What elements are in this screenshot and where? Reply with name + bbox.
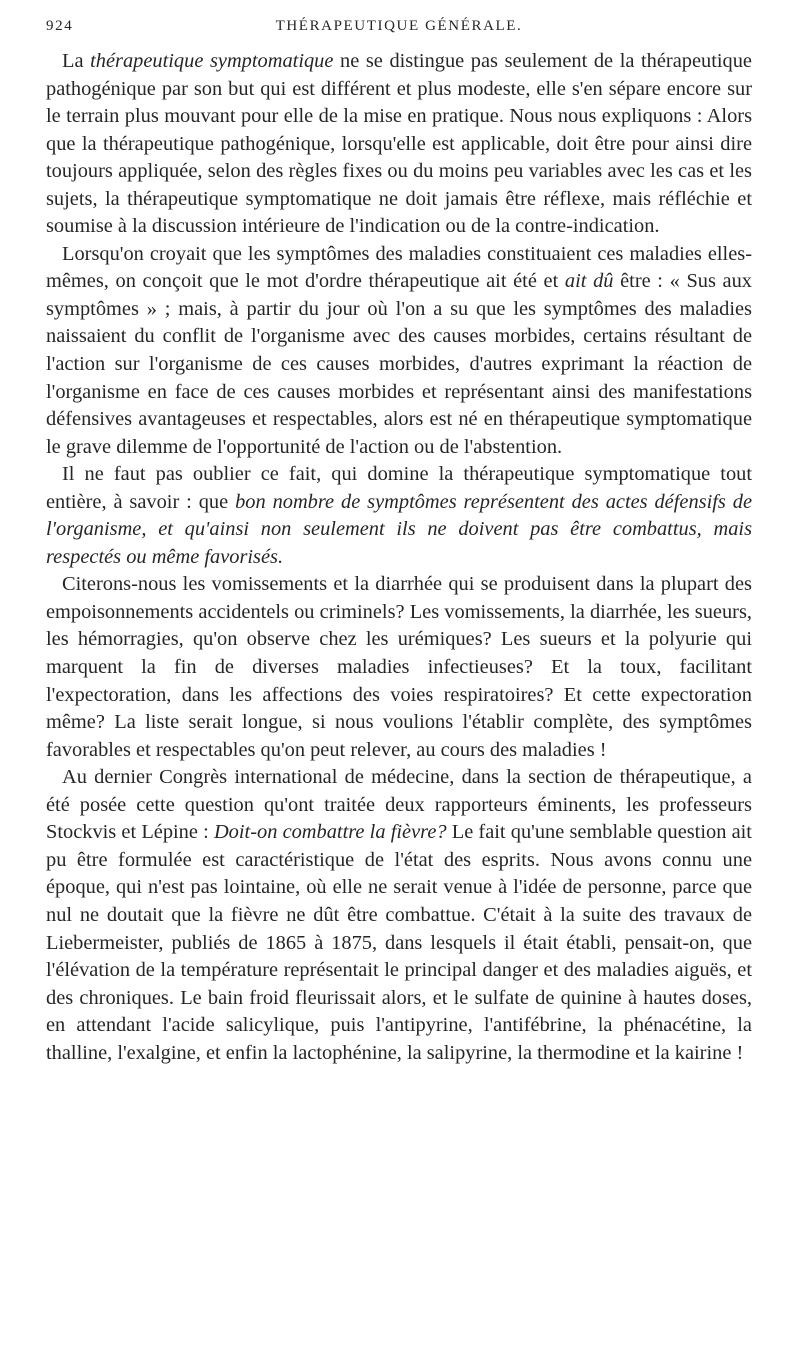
- text-segment: La: [62, 50, 91, 72]
- text-segment: Il ne faut pas oublier ce fait, qui domine la thérapeutique symptomatique tout entière, à savoir : que: [46, 463, 752, 513]
- paragraph-1: [46, 48, 752, 241]
- text-segment: Citerons-nous les vomissements et la diarrhée qui se produisent dans la plupart des empoisonnements accidentels ou criminels? Les vomissements, la diarrhée, les sueurs, les hémorragies, qu'on observe chez les urémiques? Les sueurs et la polyurie qui marquent la fin de diverses maladies infectieuses? Et la toux, facilitant l'expectoration, dans les affections des voies respiratoires? Et cette expectoration même? La liste serait longue, si nous voulions l'établir complète, des symptômes favorables et respectables qu'on peut relever, au cours des maladies !: [46, 573, 752, 761]
- body-text: [46, 48, 752, 1067]
- paragraph-4: [46, 571, 752, 764]
- italic-segment: Doit-on combattre la fièvre?: [213, 821, 447, 844]
- text-segment: Au dernier Congrès international de médecine, dans la section de thérapeutique, a été posée cette question qu'ont traitée deux rapporteurs éminents, les professeurs Stockvis et Lépine :: [46, 766, 752, 844]
- paragraph-5: [46, 764, 752, 1067]
- text-segment: être : « Sus aux symptômes » ; mais, à partir du jour où l'on a su que les symptômes des maladies naissaient du conflit de l'organisme avec des causes morbides, certains résultant de l'action sur l'organisme de ces causes morbides, d'autres exprimant la réaction de l'organisme en face de ces causes morbides et représentant ainsi des manifestations défensives avantageuses et respectables, alors est né en thérapeutique symptomatique le grave dilemme de l'opportunité de l'action ou de l'abstention.: [46, 270, 752, 458]
- paragraph-2: [46, 241, 752, 461]
- text-segment: Le fait qu'une semblable question ait pu être formulée est caractéristique de l'état des esprits. Nous avons connu une époque, qui n'est pas lointaine, où elle ne serait venue à l'idée de personne, parce que nul ne doutait que la fièvre ne dût être combattue. C'était à la suite des travaux de Liebermeister, publiés de 1865 à 1875, dans lesquels il était établi, pensait-on, que l'élévation de la température représentait le principal danger et des maladies aiguës, et des chroniques. Le bain froid fleurissait alors, et le sulfate de quinine à hautes doses, en attendant l'acide salicylique, puis l'antipyrine, l'antifébrine, la phénacétine, la thalline, l'exalgine, et enfin la lactophénine, la salipyrine, la thermodine et la kairine !: [46, 821, 752, 1064]
- text-segment: ne se distingue pas seulement de la thérapeutique pathogénique par son but qui est différent et plus modeste, elle s'en sépare encore sur le terrain plus mouvant pour elle de la mise en pratique. Nous nous expliquons : Alors que la thérapeutique pathogénique, lorsqu'elle est applicable, doit être pour ainsi dire toujours appliquée, selon des règles fixes ou du moins peu variables avec les cas et les sujets, la thérapeutique symptomatique ne doit jamais être réflexe, mais réfléchie et soumise à la discussion intérieure de l'indication ou de la contre-indication.: [46, 50, 752, 238]
- italic-segment: ait dû: [564, 270, 614, 293]
- running-header: [46, 18, 752, 44]
- paragraph-3: [46, 461, 752, 571]
- text-segment: Lorsqu'on croyait que les symptômes des maladies constituaient ces maladies elles-mêmes, on conçoit que le mot d'ordre thérapeutique ait été et: [46, 242, 752, 293]
- page-number: 924: [46, 18, 74, 34]
- italic-segment: bon nombre de symptômes représentent des actes défensifs de l'organisme, et qu'ainsi non seulement ils ne doivent pas être combattus, mais respectés ou même favorisés.: [46, 490, 752, 568]
- running-title: THÉRAPEUTIQUE GÉNÉRALE.: [275, 18, 523, 34]
- italic-segment: thérapeutique symptomatique: [90, 50, 334, 72]
